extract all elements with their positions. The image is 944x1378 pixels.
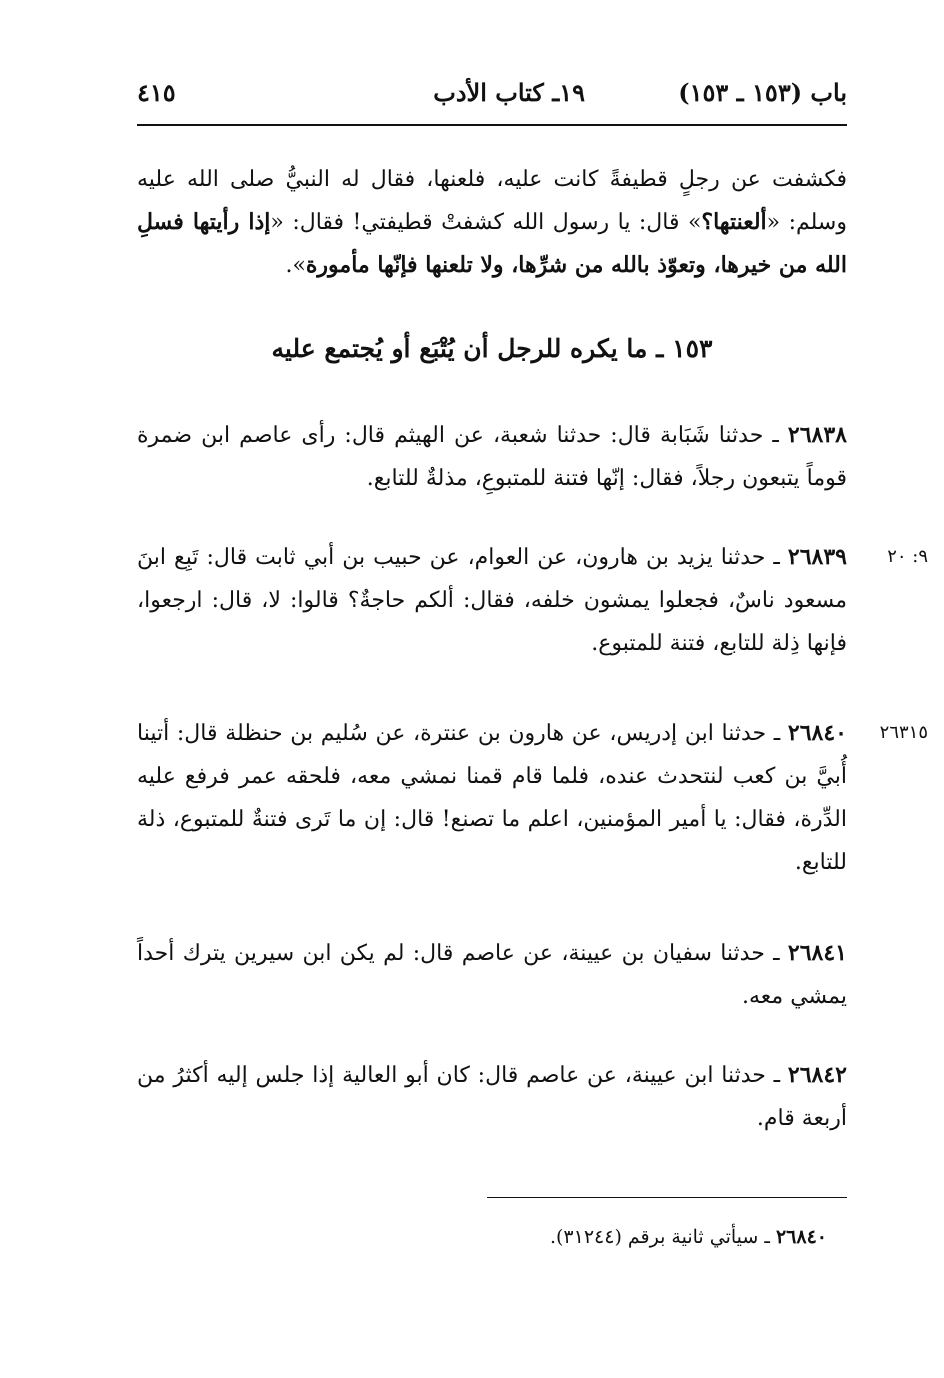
footnote (137, 1226, 827, 1248)
hadith-number: ٢٦٨٣٩ (787, 544, 847, 570)
page-number: ٤١٥ (137, 78, 176, 107)
hadith-text: ـ حدثنا شَبَابة قال: حدثنا شعبة، عن الهيثم قال: رأى عاصم ابن ضمرة قوماً يتبعون رجلاً، فقال: إنّها فتنة للمتبوعِ، مذلةٌ للتابع. (137, 423, 847, 491)
hadith-text: ـ حدثنا سفيان بن عيينة، عن عاصم قال: لم يكن ابن سيرين يترك أحداً يمشي معه. (137, 941, 847, 1009)
intro-bold-2: إذا رأيتها فسلِ الله من خيرها، وتعوّذ بالله من شرِّها، ولا تلعنها فإنّها مأمورة (137, 209, 847, 278)
footnote-divider (487, 1197, 847, 1198)
intro-text-1: فكشفت عن رجلٍ قطيفةً كانت عليه، فلعنها، فقال له النبيُّ صلى الله عليه وسلم: « (137, 167, 847, 235)
section-title: ١٥٣ ـ ما يكره للرجل أن يُتْبَع أو يُجتمع عليه (271, 334, 713, 363)
intro-bold-1: ألعنتها؟ (701, 209, 767, 235)
hadith-text: ـ حدثنا يزيد بن هارون، عن العوام، عن حبيب بن أبي ثابت قال: تَبِع ابنَ مسعود ناسٌ، فجعلوا يمشون خلفه، فقال: ألكم حاجةٌ؟ قالوا: لا، قال: ارجعوا، فإنها ذِلة للتابع، فتنة للمتبوع. (137, 545, 847, 656)
hadith-text: ـ حدثنا ابن عيينة، عن عاصم قال: كان أبو العالية إذا جلس إليه أكثرُ من أربعة قام. (137, 1063, 847, 1131)
hadith-number: ٢٦٨٤٢ (787, 1062, 847, 1088)
footnote-text: ـ سيأتي ثانية برقم (٣١٢٤٤). (549, 1226, 776, 1248)
hadith-26840 (137, 712, 847, 884)
intro-paragraph (137, 158, 847, 287)
page-header (137, 78, 847, 118)
intro-text-2: » قال: يا رسول الله كشفتْ قطيفتي! فقال: « (270, 210, 702, 235)
hadith-number: ٢٦٨٤٠ (787, 720, 847, 746)
footnote-number: ٢٦٨٤٠ (775, 1226, 827, 1248)
intro-text-3: ». (285, 253, 306, 278)
hadith-text: ـ حدثنا ابن إدريس، عن هارون بن عنترة، عن سُليم بن حنظلة قال: أتينا أُبيَّ بن كعب لنتحدث عنده، فلما قام قمنا نمشي معه، فلحقه عمر فرفع عليه الدِّرة، فقال: يا أمير المؤمنين، اعلم ما تصنع! قال: إن ما تَرى فتنةٌ للمتبوع، ذلة للتابع. (137, 721, 847, 875)
chapter-reference: باب (١٥٣ ـ ١٥٣) (678, 78, 847, 107)
hadith-26838 (137, 414, 847, 500)
margin-note: ٢٦٣١٥ (879, 722, 928, 743)
hadith-26841 (137, 932, 847, 1018)
margin-note: ٩: ٢٠ (887, 546, 928, 567)
book-title: ١٩ـ كتاب الأدب (433, 78, 585, 107)
hadith-number: ٢٦٨٣٨ (787, 422, 847, 448)
header-divider (137, 124, 847, 126)
hadith-26839 (137, 536, 847, 665)
hadith-number: ٢٦٨٤١ (787, 940, 847, 966)
hadith-26842 (137, 1054, 847, 1140)
